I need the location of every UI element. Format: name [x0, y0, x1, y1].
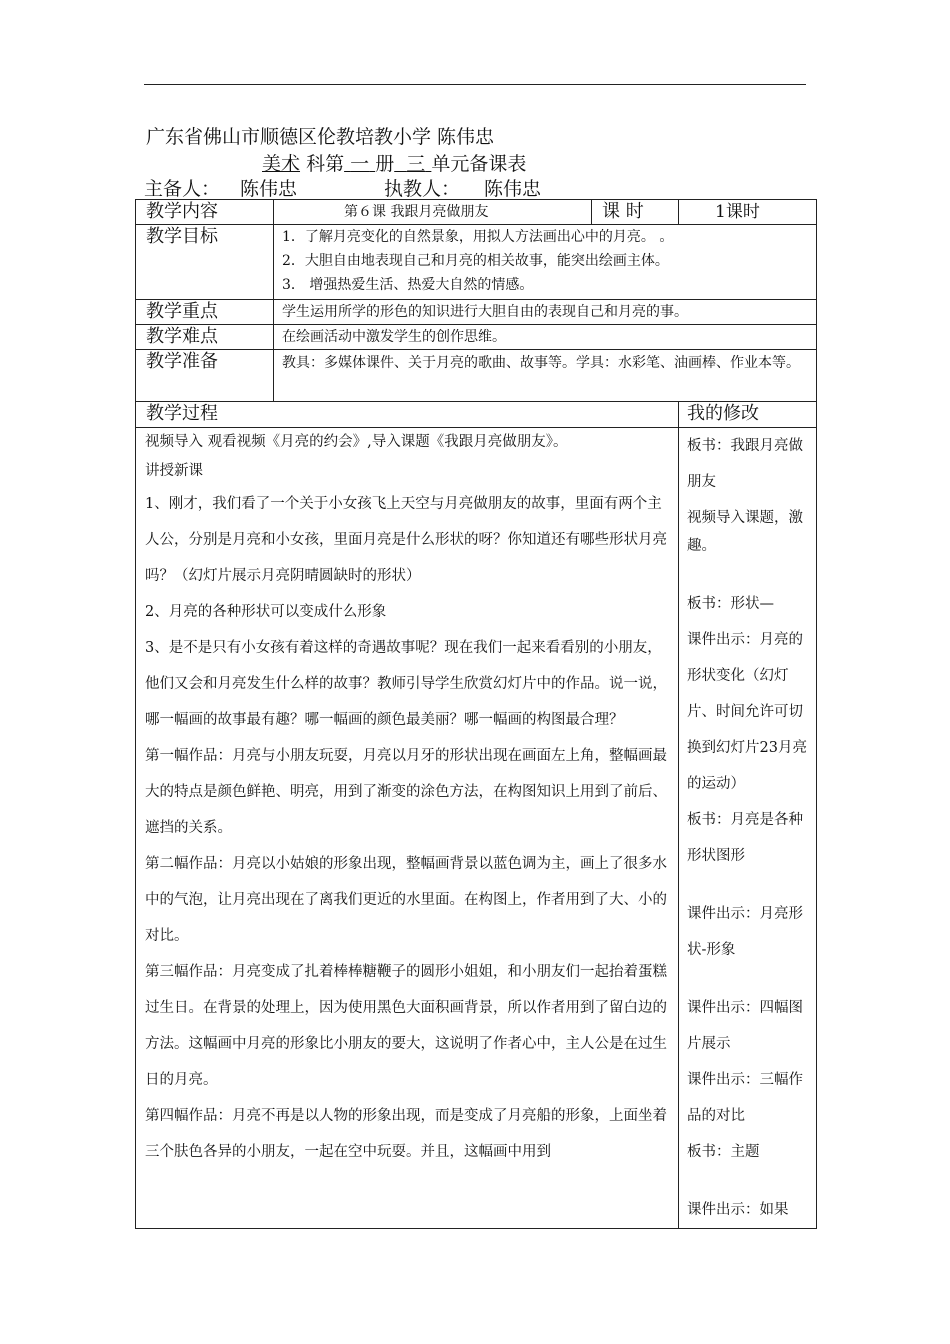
process-header-row	[136, 402, 817, 428]
prep-value: 教具：多媒体课件、关于月亮的歌曲、故事等。学具：水彩笔、油画棒、作业本等。	[274, 350, 817, 402]
goal-item: 3． 增强热爱生活、热爱大自然的情感。	[282, 277, 534, 293]
process-paragraph: 第四幅作品：月亮不再是以人物的形象出现，而是变成了月亮船的形象，上面坐着三个肤色各异的小朋友，一起在空中玩耍。并且，这幅画中用到	[145, 1108, 667, 1160]
teacher-label: 执教人：	[384, 178, 461, 200]
prep-label: 教学准备	[136, 350, 274, 402]
goal-item: 1．了解月亮变化的自然景象，用拟人方法画出心中的月亮。 。	[282, 229, 674, 245]
process-paragraph: 第一幅作品：月亮与小朋友玩耍，月亮以月牙的形状出现在画面左上角，整幅画最大的特点是颜色鲜艳、明亮，用到了渐变的涂色方法，在构图知识上用到了前后、遮挡的关系。	[145, 748, 667, 836]
process-label: 教学过程	[136, 402, 679, 428]
unit: 三	[406, 153, 426, 175]
volume: 一	[350, 153, 370, 175]
note-item: 板书：我跟月亮做朋友	[687, 438, 803, 490]
top-rule	[144, 84, 806, 85]
hours-label: 课 时	[592, 200, 679, 225]
process-paragraph: 2、月亮的各种形状可以变成什么形象	[145, 604, 387, 620]
note-item: 视频导入课题，激趣。	[687, 510, 803, 554]
difficulty-label: 教学难点	[136, 325, 274, 350]
prep-row	[136, 350, 817, 402]
note-item: 板书：月亮是各种形状图形	[687, 812, 803, 864]
difficulty-row	[136, 325, 817, 350]
lesson-plan-table	[135, 199, 817, 1229]
goals-row	[136, 225, 817, 300]
process-content	[136, 428, 679, 1229]
revision-label: 我的修改	[679, 402, 817, 428]
subtitle-part3: 单元备课表	[431, 153, 527, 175]
note-item: 课件出示：月亮形状-形象	[687, 906, 803, 958]
subtitle-part1: 科第	[306, 153, 345, 175]
note-item: 课件出示：四幅图片展示	[687, 1000, 803, 1052]
revision-notes	[679, 428, 817, 1229]
hours-value: 1课时	[679, 200, 817, 225]
subject: 美术	[262, 153, 301, 175]
key-value: 学生运用所学的形色的知识进行大胆自由的表现自己和月亮的事。	[274, 300, 817, 325]
key-row	[136, 300, 817, 325]
goals-list	[274, 225, 817, 300]
content-value: 第６课 我跟月亮做朋友	[274, 200, 592, 225]
teacher: 陈伟忠	[484, 178, 542, 200]
subtitle-part2: 册	[375, 153, 395, 175]
preparers-line	[144, 174, 541, 201]
process-paragraph: 1、刚才，我们看了一个关于小女孩飞上天空与月亮做朋友的故事，里面有两个主人公，分别是月亮和小女孩，里面月亮是什么形状的呀？你知道还有哪些形状月亮吗？（幻灯片展示月亮阴晴圆缺时的形状）	[145, 496, 667, 584]
process-section-title: 讲授新课	[145, 463, 203, 479]
note-item: 课件出示：三幅作品的对比	[687, 1072, 803, 1124]
process-paragraph: 第三幅作品：月亮变成了扎着棒棒糖鞭子的圆形小姐姐，和小朋友们一起抬着蛋糕过生日。在背景的处理上，因为使用黑色大面积画背景，所以作者用到了留白边的方法。这幅画中月亮的形象比小朋友的要大，这说明了作者心中，主人公是在过生日的月亮。	[145, 964, 667, 1088]
subtitle	[262, 149, 526, 176]
main-preparer: 陈伟忠	[240, 178, 298, 200]
note-item: 板书：形状—	[687, 596, 774, 612]
process-row	[136, 428, 817, 1229]
goal-item: 2．大胆自由地表现自己和月亮的相关故事，能突出绘画主体。	[282, 253, 669, 269]
goals-label: 教学目标	[136, 225, 274, 300]
process-paragraph: 3、是不是只有小女孩有着这样的奇遇故事呢？现在我们一起来看看别的小朋友，他们又会和月亮发生什么样的故事？教师引导学生欣赏幻灯片中的作品。说一说，哪一幅画的故事最有趣？哪一幅画的颜色最美丽？哪一幅画的构图最合理？	[145, 640, 667, 728]
content-row	[136, 200, 817, 225]
main-preparer-label: 主备人：	[144, 178, 221, 200]
school-line: 广东省佛山市顺德区伦教培教小学 陈伟忠	[146, 126, 495, 148]
key-label: 教学重点	[136, 300, 274, 325]
process-intro: 视频导入 观看视频《月亮的约会》,导入课题《我跟月亮做朋友》。	[145, 434, 568, 450]
content-label: 教学内容	[136, 200, 274, 225]
difficulty-value: 在绘画活动中激发学生的创作思维。	[274, 325, 817, 350]
note-item: 课件出示：月亮的形状变化（幻灯片、时间允许可切换到幻灯片23月亮的运动）	[687, 632, 807, 792]
process-paragraph: 第二幅作品：月亮以小姑娘的形象出现，整幅画背景以蓝色调为主，画上了很多水中的气泡，让月亮出现在了离我们更近的水里面。在构图上，作者用到了大、小的对比。	[145, 856, 667, 944]
note-item: 板书：主题	[687, 1144, 760, 1160]
note-item: 课件出示：如果	[687, 1202, 789, 1218]
